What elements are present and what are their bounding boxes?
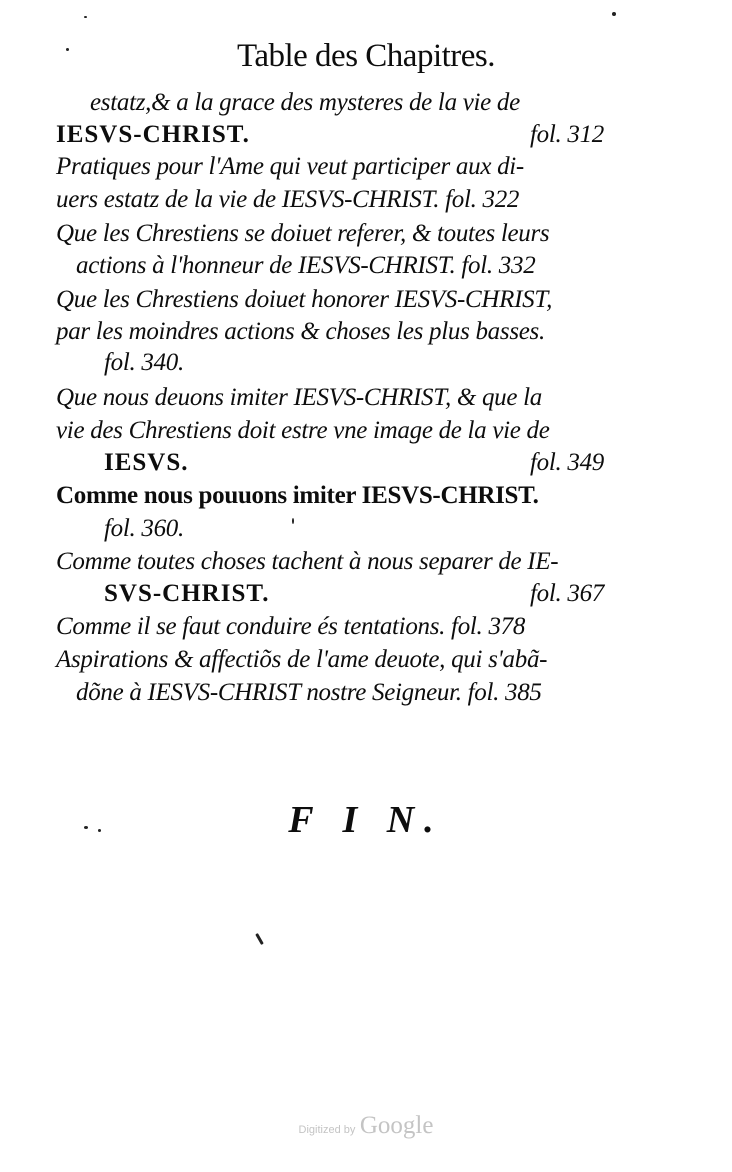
toc-line-7 [56, 283, 604, 317]
ink-speck [292, 518, 294, 524]
end-mark: F I N. [288, 799, 444, 841]
toc-line-3 [56, 150, 604, 184]
toc-line-14 [56, 512, 604, 546]
google-logo: Google [359, 1112, 434, 1139]
toc-text: Aspirations & affectiõs de l'ame deuote, qui s'abã- [56, 646, 548, 673]
toc-text: Que nous deuons imiter IESVS-CHRIST, & que la [56, 384, 542, 411]
toc-line-12 [56, 446, 604, 480]
toc-text: Que les Chrestiens doiuet honorer IESVS-CHRIST, [56, 286, 553, 313]
toc-text: fol. 360. [104, 515, 184, 542]
folio-ref: fol. 367 [530, 580, 604, 607]
toc-text: SVS-CHRIST. [104, 580, 270, 607]
toc-line-6 [56, 249, 604, 283]
toc-text: dõne à IESVS-CHRIST nostre Seigneur. fol. 385 [76, 679, 542, 706]
folio-ref: fol. 312 [530, 121, 604, 148]
toc-line-16 [56, 577, 604, 611]
toc-line-8 [56, 315, 604, 349]
folio-ref: fol. 349 [530, 449, 604, 476]
toc-text: actions à l'honneur de IESVS-CHRIST. fol. 332 [76, 252, 536, 279]
ink-speck [98, 829, 101, 832]
toc-line-15 [56, 545, 604, 579]
toc-text: fol. 340. [104, 349, 184, 376]
toc-text: IESVS-CHRIST. [56, 121, 250, 148]
toc-line-13 [56, 479, 604, 513]
ink-speck [255, 933, 264, 945]
toc-text: par les moindres actions & choses les plus basses. [56, 318, 545, 345]
toc-line-17 [56, 610, 604, 644]
toc-text: Comme il se faut conduire és tentations. fol. 378 [56, 613, 526, 640]
toc-line-4 [56, 183, 604, 217]
watermark-prefix: Digitized by [298, 1124, 356, 1136]
toc-line-11 [56, 414, 604, 448]
toc-line-9 [56, 346, 604, 380]
toc-line-10 [56, 381, 604, 415]
ink-speck [84, 826, 88, 829]
toc-line-19 [56, 676, 604, 710]
toc-text: uers estatz de la vie de IESVS-CHRIST. fol. 322 [56, 186, 520, 213]
digitization-watermark [0, 1112, 732, 1140]
toc-line-5 [56, 217, 604, 251]
toc-text: vie des Chrestiens doit estre vne image de la vie de [56, 417, 550, 444]
ink-speck [66, 48, 69, 51]
toc-line-18 [56, 643, 604, 677]
page-title: Table des Chapitres. [236, 38, 496, 74]
toc-line-2 [56, 118, 604, 152]
toc-line-1 [56, 86, 604, 120]
toc-text: Pratiques pour l'Ame qui veut participer aux di- [56, 153, 524, 180]
toc-text: Que les Chrestiens se doiuet referer, & toutes leurs [56, 220, 550, 247]
toc-text: IESVS. [104, 449, 189, 476]
toc-text: Comme nous pouuons imiter IESVS-CHRIST. [56, 482, 539, 509]
ink-speck [84, 16, 87, 18]
toc-text: estatz,& a la grace des mysteres de la vie de [90, 89, 520, 116]
ink-speck [612, 12, 616, 16]
toc-text: Comme toutes choses tachent à nous separer de IE- [56, 548, 559, 575]
